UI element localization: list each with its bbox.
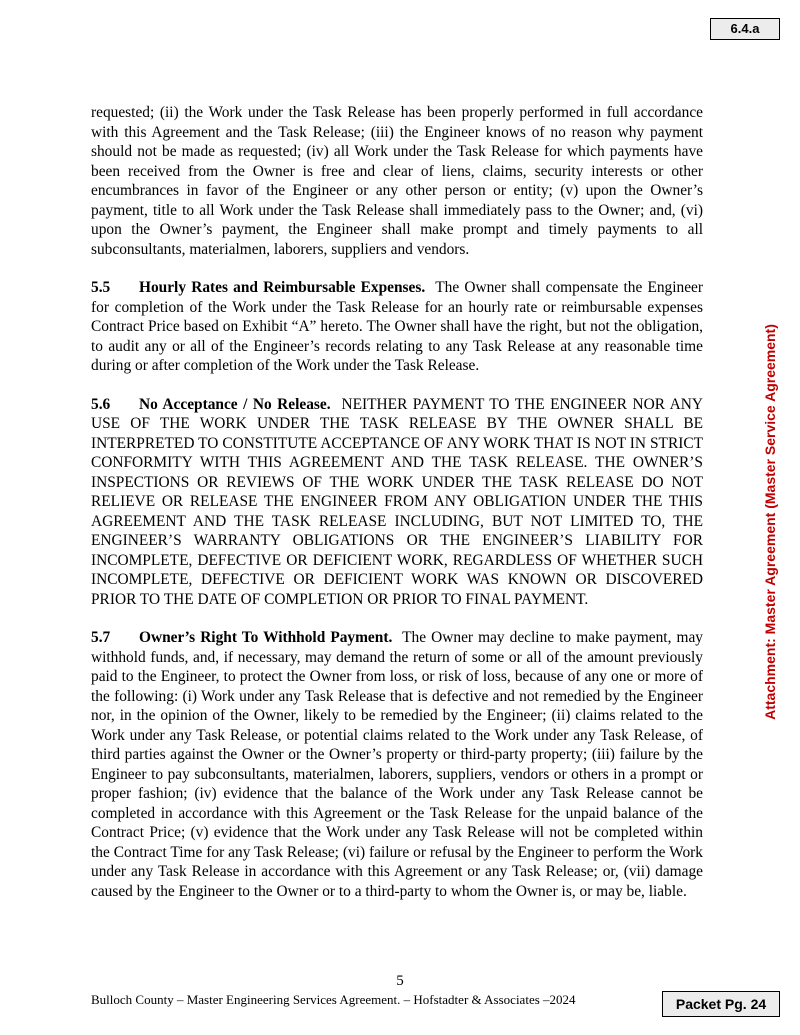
section-heading: Hourly Rates and Reimbursable Expenses. — [139, 279, 426, 296]
section-5-7 — [91, 628, 703, 901]
section-number: 5.7 — [91, 629, 111, 646]
attachment-side-text: Attachment: Master Agreement (Master Service Agreement) — [762, 324, 778, 720]
section-5-6 — [91, 395, 703, 610]
section-body: The Owner may decline to make payment, may withhold funds, and, if necessary, may demand the return of some or all of the amount previously paid to the Engineer, to protect the Owner from loss, or risk of loss, because of any one or more of the following: (i) Work under any Task Release that is defective and not remedied by the Engineer nor, in the opinion of the Owner, likely to be remedied by the Engineer; (ii) claims related to the Work under any Task Release, or potential claims related to the Work under any Task Release, of third parties against the Owner or the Owner’s property or third-party property; (iii) failure by the Engineer to pay subconsultants, materialmen, laborers, suppliers, vendors or others in a prompt or proper fashion; (iv) evidence that the balance of the Work under any Task Release cannot be completed in accordance with this Agreement or the Task Release for the unpaid balance of the Contract Price; (v) evidence that the Work under any Task Release will not be completed within the Contract Time for any Task Release; (vi) failure or refusal by the Engineer to perform the Work under any Task Release in accordance with this Agreement or any Task Release; or, (vii) damage caused by the Engineer to the Owner or to a third-party to whom the Owner is, or may be, liable. — [91, 629, 703, 900]
section-body: NEITHER PAYMENT TO THE ENGINEER NOR ANY USE OF THE WORK UNDER THE TASK RELEASE BY THE OWNER SHALL BE INTERPRETED TO CONSTITUTE ACCEPTANCE OF ANY WORK THAT IS NOT IN STRICT CONFORMITY WITH THIS AGREEMENT AND THE TASK RELEASE. THE OWNER’S INSPECTIONS OR REVIEWS OF THE WORK UNDER THE TASK RELEASE DO NOT RELIEVE OR RELEASE THE ENGINEER FROM ANY OBLIGATION UNDER THE THIS AGREEMENT AND THE TASK RELEASE INCLUDING, BUT NOT LIMITED TO, THE ENGINEER’S WARRANTY OBLIGATIONS OR THE ENGINEER’S LIABILITY FOR INCOMPLETE, DEFECTIVE OR DEFICIENT WORK, REGARDLESS OF WHETHER SUCH INCOMPLETE, DEFECTIVE OR DEFICIENT WORK WAS KNOWN OR DISCOVERED PRIOR TO THE DATE OF COMPLETION OR PRIOR TO FINAL PAYMENT. — [91, 395, 703, 608]
footer-text: Bulloch County – Master Engineering Services Agreement. – Hofstadter & Associates –2024 — [91, 992, 576, 1007]
section-heading: Owner’s Right To Withhold Payment. — [139, 629, 393, 646]
packet-page-label: Packet Pg. 24 — [662, 991, 780, 1017]
section-number: 5.6 — [91, 395, 111, 413]
page-number: 5 — [396, 973, 404, 989]
section-body: The Owner shall compensate the Engineer for completion of the Work under the Task Release for an hourly rate or reimbursable expenses Contract Price based on Exhibit “A” hereto. The Owner shall have the right, but not the obligation, to audit any or all of the Engineer’s records relating to any Task Release at any reasonable time during or after completion of the Work under the Task Release. — [91, 279, 703, 374]
section-number: 5.5 — [91, 279, 111, 296]
item-tag: 6.4.a — [710, 18, 780, 40]
section-5-5 — [91, 278, 703, 376]
intro-paragraph: requested; (ii) the Work under the Task Release has been properly performed in full accordance with this Agreement and the Task Release; (iii) the Engineer knows of no reason why payment should not be made as requested; (iv) all Work under the Task Release for which payments have been received from the Owner is free and clear of liens, claims, security interests or other encumbrances in favor of the Engineer or any other person or entity; (v) upon the Owner’s payment, title to all Work under the Task Release shall immediately pass to the Owner; and, (vi) upon the Owner’s payment, the Engineer shall make prompt and timely payments to all subconsultants, materialmen, laborers, suppliers and vendors. — [91, 104, 703, 258]
document-body — [91, 103, 703, 920]
section-heading: No Acceptance / No Release. — [139, 395, 331, 413]
